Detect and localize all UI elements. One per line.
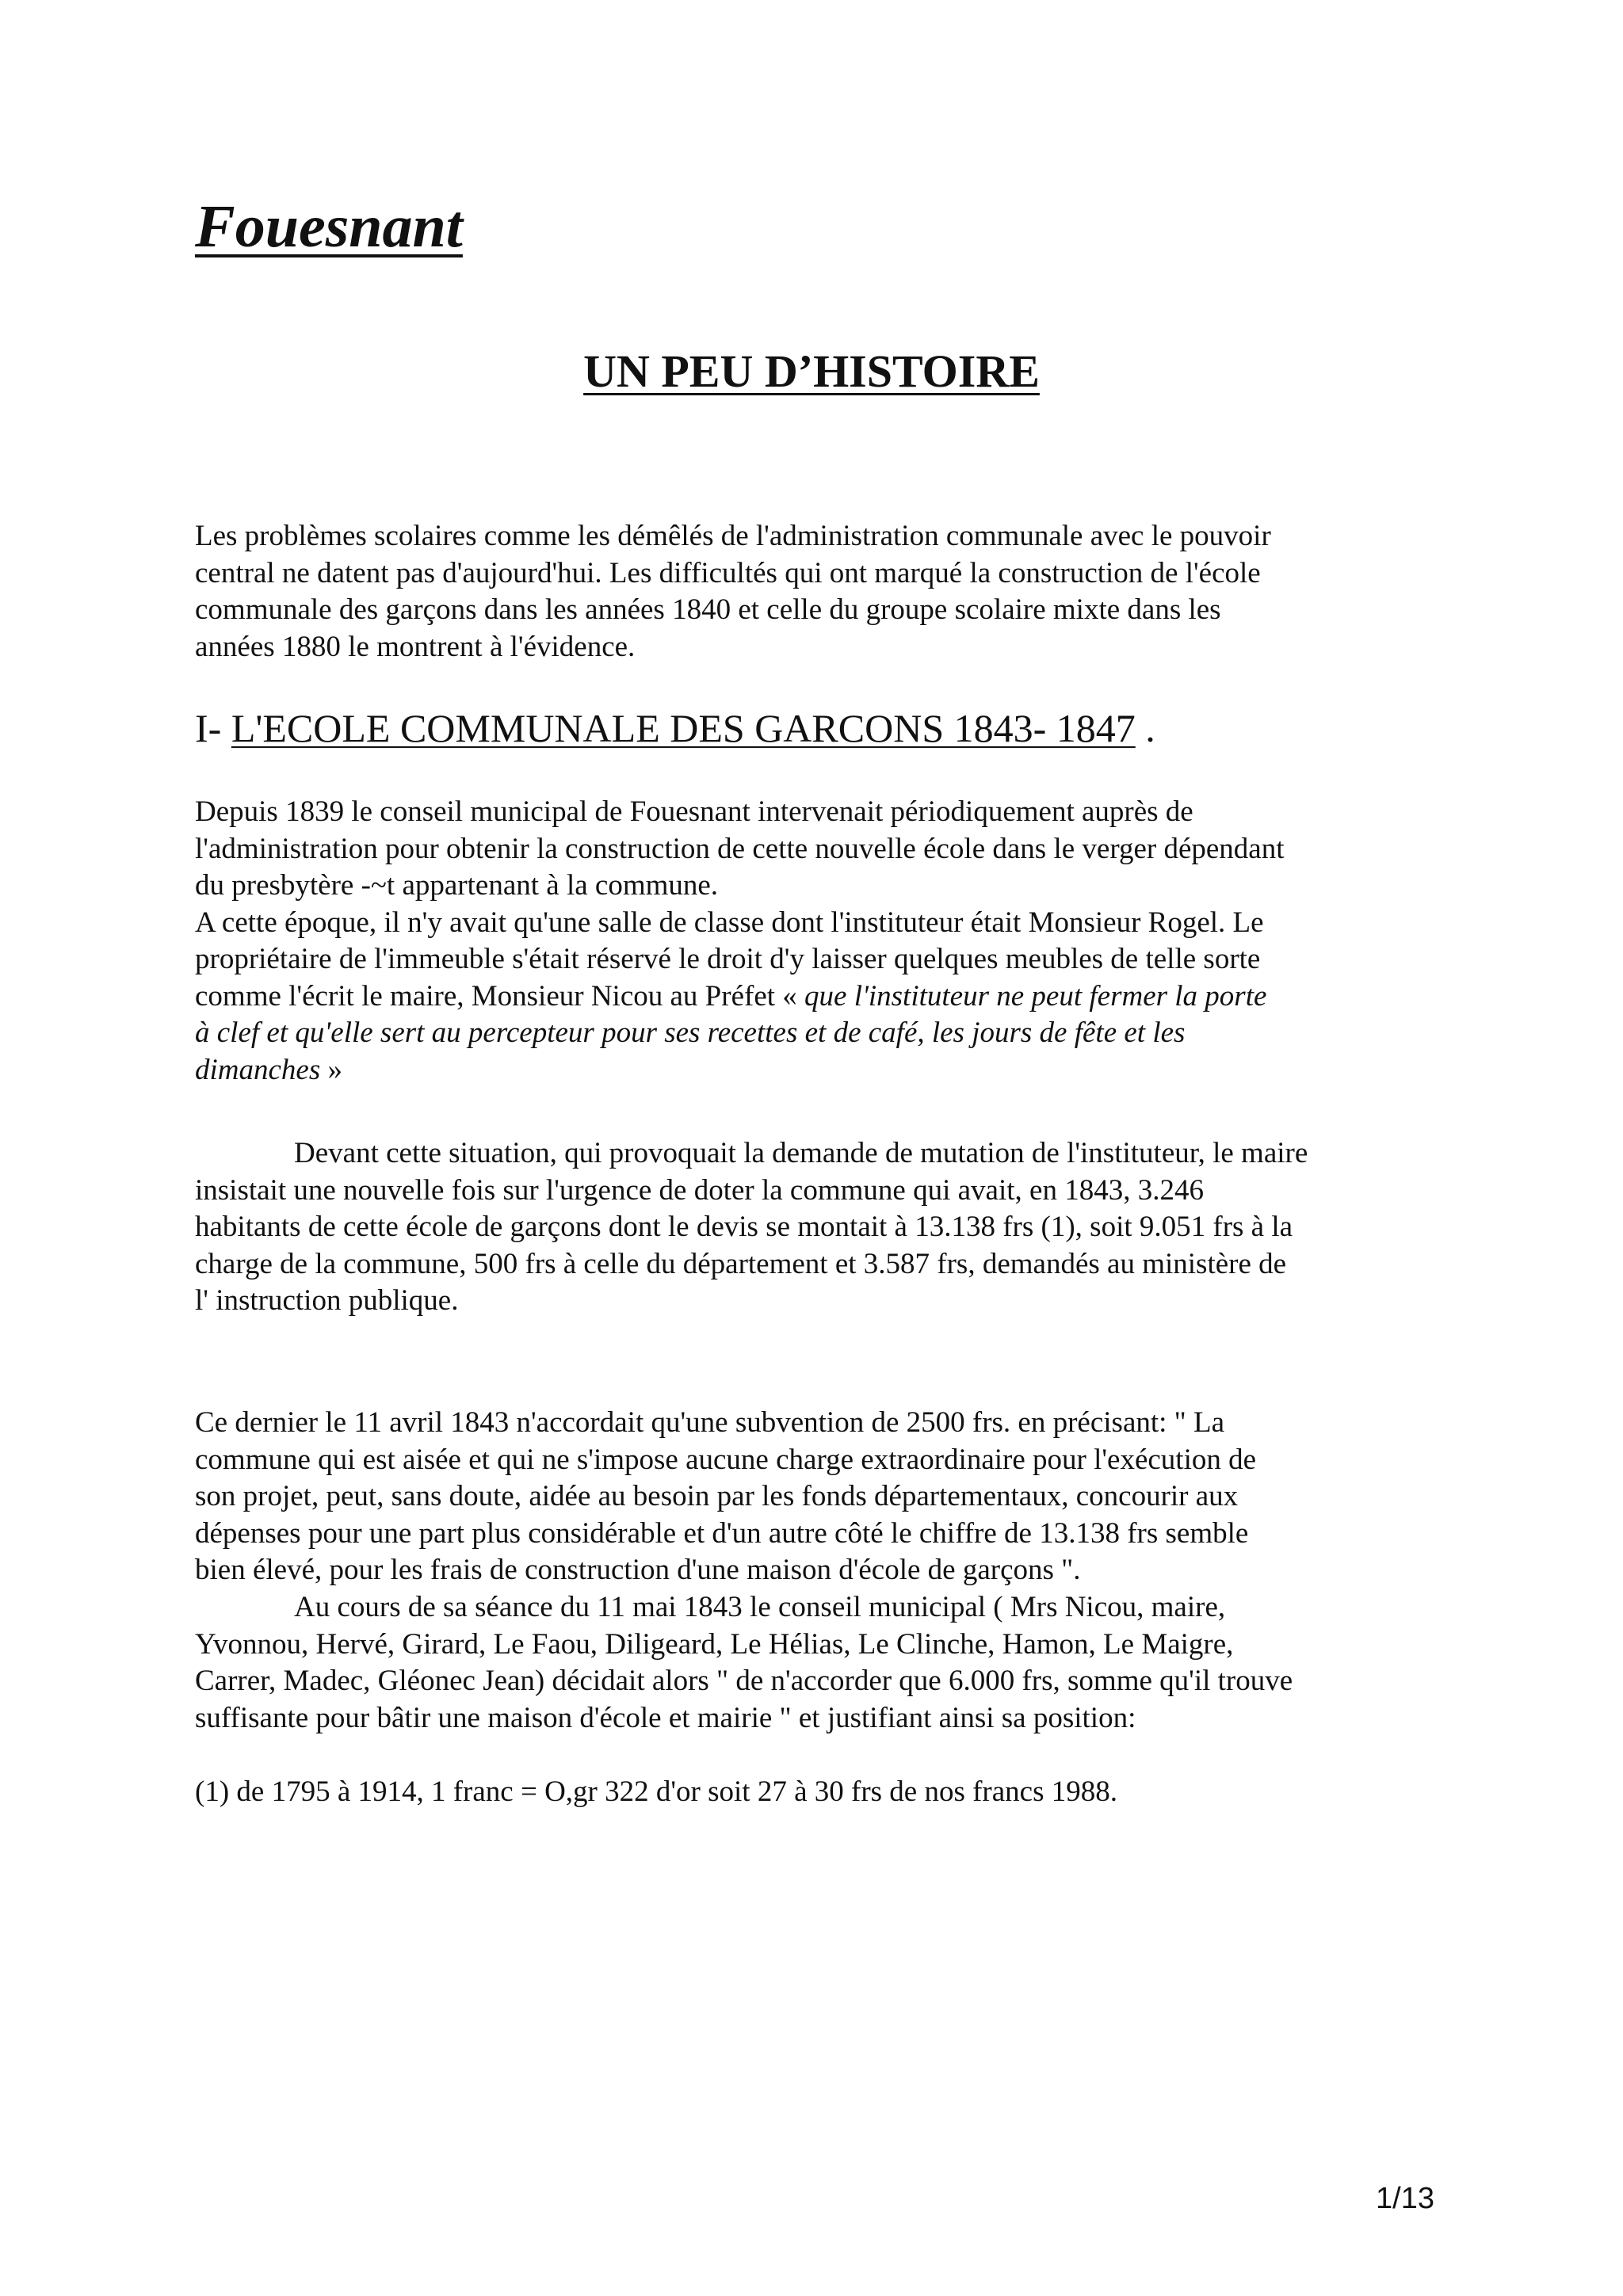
paragraph-1 — [195, 794, 1447, 1089]
paragraph-line: Devant cette situation, qui provoquait la demande de mutation de l'instituteur, le maire — [294, 1137, 1308, 1169]
quote-line — [195, 1052, 1447, 1089]
paragraph-line: du presbytère -~t appartenant à la commune. — [195, 869, 719, 902]
paragraph-line: Depuis 1839 le conseil municipal de Fouesnant intervenait périodiquement auprès de — [195, 795, 1193, 828]
footnote — [195, 1774, 1447, 1811]
quote-text: que l'instituteur ne peut fermer la porte — [804, 979, 1267, 1013]
document-heading — [0, 345, 1623, 397]
document-title: Fouesnant — [195, 193, 463, 260]
section-heading — [195, 708, 1155, 748]
paragraph-line: insistait une nouvelle fois sur l'urgence de doter la commune qui avait, en 1843, 3.246 — [195, 1173, 1204, 1207]
quote-close: » — [320, 1053, 342, 1086]
paragraph-line: son projet, peut, sans doute, aidée au besoin par les fonds départementaux, concourir aux — [195, 1480, 1239, 1512]
quote-line — [195, 978, 1447, 1016]
paragraph-line: A cette époque, il n'y avait qu'une salle de classe dont l'instituteur était Monsieur Rogel. Le — [195, 906, 1264, 939]
paragraph-line: Ce dernier le 11 avril 1843 n'accordait qu'une subvention de 2500 frs. en précisant: " La — [195, 1406, 1225, 1439]
paragraph-line: commune qui est aisée et qui ne s'impose aucune charge extraordinaire pour l'exécution de — [195, 1443, 1257, 1476]
paragraph-line: bien élevé, pour les frais de construction d'une maison d'école de garçons ". — [195, 1554, 1081, 1586]
section-prefix: I- — [195, 706, 231, 750]
paragraph-line: habitants de cette école de garçons dont le devis se montait à 13.138 frs (1), soit 9.051 frs à la — [195, 1211, 1293, 1243]
paragraph-line: propriétaire de l'immeuble s'était réservé le droit d'y laisser quelques meubles de telle sorte — [195, 943, 1261, 975]
document-heading-text: UN PEU D’HISTOIRE — [583, 345, 1040, 397]
quote-text: à clef et qu'elle sert au percepteur pour ses recettes et de café, les jours de fête et les — [195, 1016, 1186, 1049]
footnote-text: (1) de 1795 à 1914, 1 franc = O,gr 322 d'or soit 27 à 30 frs de nos francs 1988. — [195, 1775, 1118, 1808]
intro-line: central ne datent pas d'aujourd'hui. Les difficultés qui ont marqué la construction de l'école — [195, 556, 1261, 589]
paragraph-line: l'administration pour obtenir la construction de cette nouvelle école dans le verger dépendant — [195, 832, 1285, 865]
quote-text: dimanches — [195, 1053, 321, 1086]
section-suffix: . — [1135, 706, 1155, 750]
paragraph-line: dépenses pour une part plus considérable et d'un autre côté le chiffre de 13.138 frs semble — [195, 1516, 1249, 1550]
page-number: 1/13 — [1376, 2182, 1434, 2215]
paragraph-line: Carrer, Madec, Gléonec Jean) décidait alors " de n'accorder que 6.000 frs, somme qu'il trouve — [195, 1665, 1293, 1697]
paragraph-line: Yvonnou, Hervé, Girard, Le Faou, Diligeard, Le Hélias, Le Clinche, Hamon, Le Maigre, — [195, 1627, 1234, 1661]
intro-line: communale des garçons dans les années 1840 et celle du groupe scolaire mixte dans les — [195, 593, 1221, 626]
paragraph-4 — [195, 1589, 1447, 1737]
paragraph-3 — [195, 1405, 1447, 1589]
paragraph-line: Au cours de sa séance du 11 mai 1843 le conseil municipal ( Mrs Nicou, maire, — [294, 1591, 1226, 1623]
paragraph-2 — [195, 1135, 1447, 1320]
paragraph-line: suffisante pour bâtir une maison d'école et mairie " et justifiant ainsi sa position: — [195, 1701, 1136, 1734]
paragraph-line: l' instruction publique. — [195, 1284, 459, 1317]
intro-line: années 1880 le montrent à l'évidence. — [195, 630, 636, 663]
paragraph-line: charge de la commune, 500 frs à celle du département et 3.587 frs, demandés au ministère de — [195, 1247, 1287, 1280]
quote-line — [195, 1015, 1447, 1052]
section-title: L'ECOLE COMMUNALE DES GARCONS 1843- 1847 — [231, 706, 1136, 750]
intro-paragraph — [195, 518, 1447, 666]
quote-intro: comme l'écrit le maire, Monsieur Nicou au Préfet « — [195, 979, 805, 1013]
intro-line: Les problèmes scolaires comme les démêlés de l'administration communale avec le pouvoir — [195, 520, 1271, 552]
